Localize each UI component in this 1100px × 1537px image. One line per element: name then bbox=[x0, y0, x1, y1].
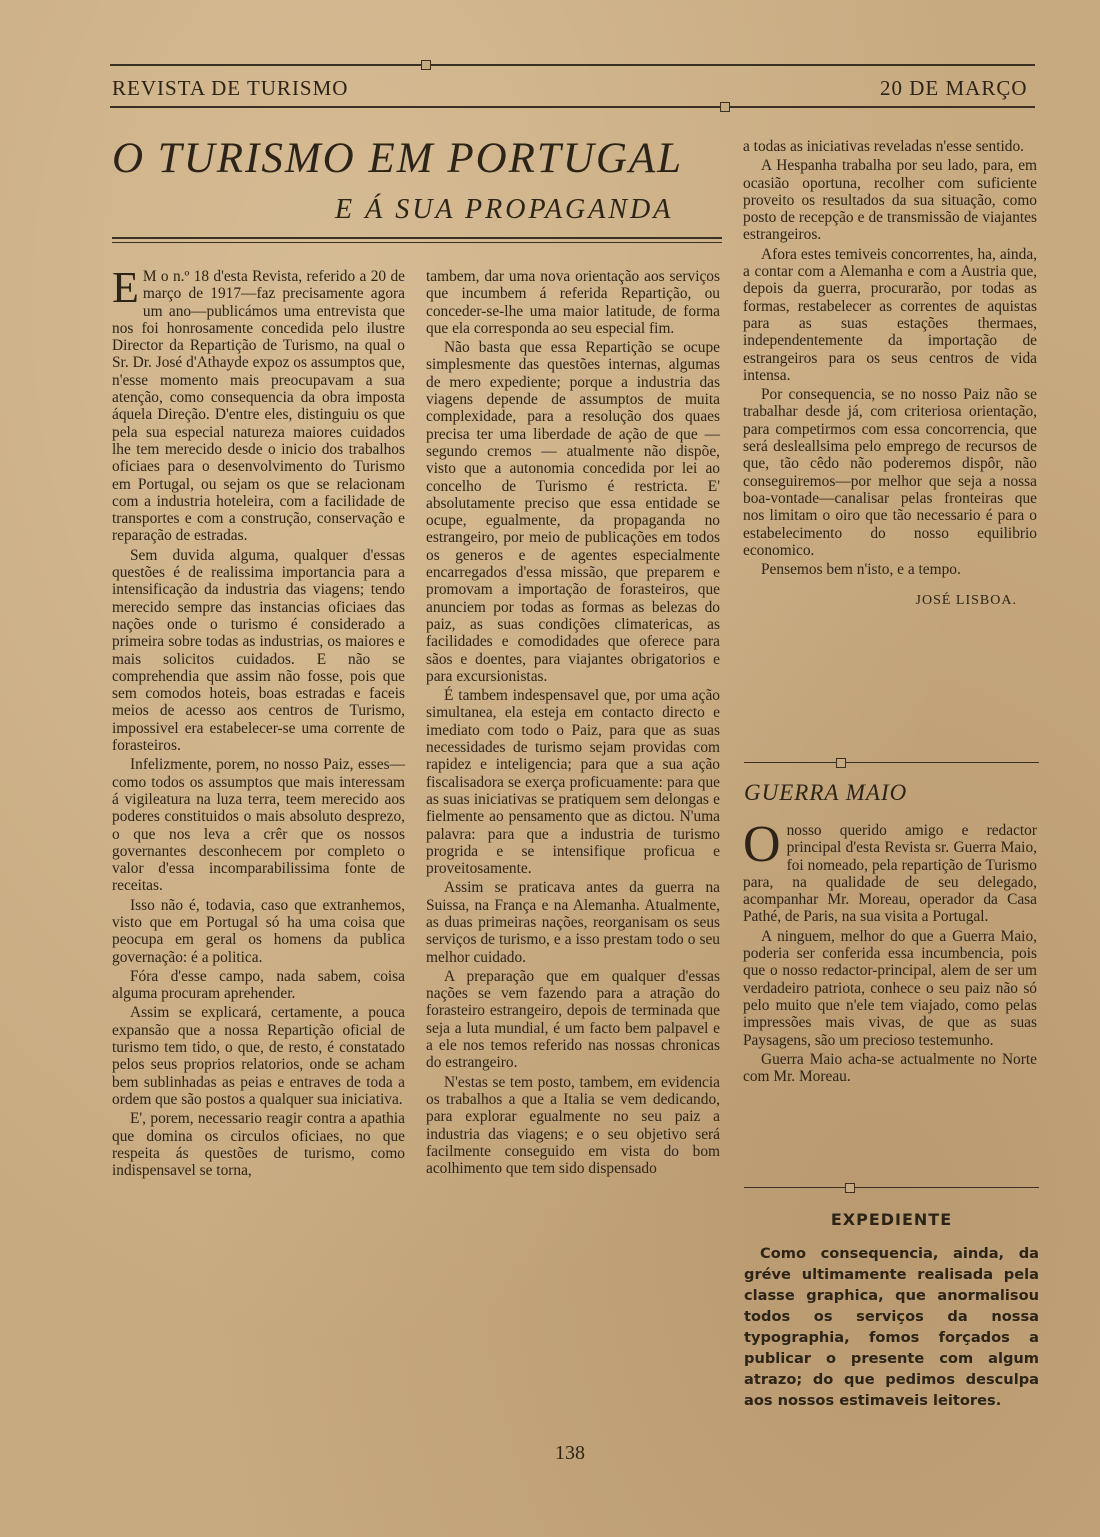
article-paragraph: Pensemos bem n'isto, e a tempo. bbox=[761, 561, 961, 579]
guerra-paragraph-1: Onosso querido amigo e redactor principal d'esta Revista sr. Guerra Maio, foi nomeado, pela repartição de Turismo para, na qualidade de seu delegado, acompanhar Mr. Moreau, operador da Casa Pathé, de Paris, na sua visita a Portugal. bbox=[743, 816, 1037, 926]
section-rule-1 bbox=[744, 762, 1039, 763]
header-magazine-name: REVISTA DE TURISMO bbox=[112, 76, 349, 100]
drop-cap-o: O bbox=[743, 816, 781, 873]
article-paragraph: Isso não é, todavia, caso que extranhemos, visto que em Portugal só ha uma coisa que peocupa em geral os homens da publica governação: é a politica. bbox=[112, 896, 405, 966]
guerra-maio-body bbox=[743, 816, 1037, 1086]
guerra-paragraph: Guerra Maio acha-se actualmente no Norte com Mr. Moreau. bbox=[743, 1050, 1037, 1086]
article-signature: JOSÉ LISBOA. bbox=[915, 593, 1017, 609]
article-paragraph: Assim se praticava antes da guerra na Suissa, na França e na Alemanha. Atualmente, as duas primeiras nações, reorganisam os seus serviços de turismo, e a isso prestam todo o seu melhor cuidado. bbox=[426, 879, 720, 966]
drop-cap: E bbox=[112, 263, 139, 312]
header-ornament-square bbox=[421, 60, 431, 70]
title-rule bbox=[112, 237, 722, 239]
title-rule-thin bbox=[112, 242, 722, 243]
article-paragraph: A preparação que em qualquer d'essas nações se vem fazendo para a atração do forasteiro estrangeiro, depois de terminada que seja a luta mundial, é um facto bem palpavel e a ele nos temos referido nas nossas chronicas do estrangeiro. bbox=[426, 967, 720, 1072]
article-paragraph-1: E M o n.º 18 d'esta Revista, referido a 20 de março de 1917—faz precisamente agora um ano—publicámos uma entrevista que nos foi honrosamente concedida pelo ilustre Director da Repartição de Turismo, na qual o Sr. Dr. José d'Athayde expoz os assumptos que, n'esse momento mais preocupavam a sua atenção, como consequencia da obra imposta áquela Direção. D'entre eles, distinguiu os que pela sua especial natureza maiores cuidados lhe tem merecido desde o inicio dos trabalhos oficiaes para o desenvolvimento do Turismo em Portugal, ou sejam os que se relacionam com a industria hoteleira, com a facilidade de transportes e com a construção, conservação e reparação de estradas. bbox=[112, 263, 405, 545]
article-paragraph: N'estas se tem posto, tambem, em evidencia os trabalhos a que a Italia se vem dedicando, para explorar egualmente no seu paiz a industria das viagens; e o seu objetivo será facilmente conseguido em vista do bom acolhimento que tem sido dispensado bbox=[426, 1073, 720, 1178]
section-ornament-square-2 bbox=[845, 1183, 855, 1193]
article-paragraph: Afora estes temiveis concorrentes, ha, ainda, a contar com a Alemanha e com a Austria que, depois da guerra, procurarão, por todas as formas, restabelecer as correntes de aquistas para as suas estações thermaes, independentemente da importação de estrangeiros para os seus centros de vida intensa. bbox=[743, 245, 1037, 384]
header-ornament-square-2 bbox=[720, 102, 730, 112]
header-rule-top bbox=[110, 64, 1035, 66]
article-title: O TURISMO EM PORTUGAL bbox=[112, 135, 684, 182]
section-ornament-square bbox=[836, 758, 846, 768]
expediente-body: Como consequencia, ainda, da gréve ultimamente realisada pela classe graphica, que anormalisou todos os serviços da nossa typographia, fomos forçados a publicar o presente com algum atrazo; do que pedimos desculpa aos nossos estimaveis leitores. bbox=[744, 1245, 1039, 1409]
article-paragraph: A Hespanha trabalha por seu lado, para, em ocasião oportuna, recolher com suficiente proveito os resultados da sua situação, como posto de recepção e de transmissão de viajantes estrangeiros. bbox=[743, 157, 1037, 244]
guerra-maio-title: GUERRA MAIO bbox=[744, 780, 908, 805]
article-paragraph: Sem duvida alguma, qualquer d'essas questões é de realissima importancia para a intensificação da industria das viagens; tendo merecido sempre das instancias oficiaes das nações onde o turismo é considerado a primeira sobre todas as industrias, os maiores e mais solicitos cuidados. E não se comprehendia que assim não fosse, pois que sem comodos hoteis, boas estradas e faceis meios de acesso aos centros de Turismo, impossivel era estabelecer-se uma corrente de forasteiros. bbox=[112, 546, 405, 755]
article-column-3 bbox=[743, 138, 1037, 610]
article-paragraph: Fóra d'esse campo, nada sabem, coisa alguma procuram aprehender. bbox=[112, 967, 405, 1003]
article-paragraph: Não basta que essa Repartição se ocupe simplesmente das questões internas, algumas de mero expediente; porque a industria das viagens depende de assumptos de muita complexidade, para a resolução dos quaes precisa ter uma liberdade de ação de que — segundo cremos — atualmente não dispõe, visto que a autonomia concedida por lei ao concelho de Turismo é restricta. E' absolutamente preciso que essa entidade se ocupe, egualmente, da propaganda no estrangeiro, por meio de publicações em todos os generos e de agentes especialmente encarregados d'essa missão, que preparem e promovam a importação de forasteiros, que anunciem por todas as formas as belezas do paiz, as suas condições climatericas, as facilidades e comodidades que oferece para sãos e doentes, para viajantes obrigatorios e para excursionistas. bbox=[426, 339, 720, 685]
article-paragraph: Por consequencia, se no nosso Paiz não se trabalhar desde já, com criteriosa orientação, para competirmos com essa concorrencia, que será desleallsima pelo emprego de recursos de que, tão cêdo não poderemos dispôr, não conseguiremos—por melhor que seja a nossa boa-vontade—canalisar pelas fronteiras que nos limitam o oiro que tão necessario é para o estabelecimento do nosso equilibrio economico. bbox=[743, 386, 1037, 559]
article-paragraph: É tambem indespensavel que, por uma ação simultanea, ela esteja em contacto directo e imediato com todo o Paiz, para que as suas necessidades de turismo sejam providas com rapidez e inteligencia; para que a sua ação fiscalisadora se exerça proficuamente: para que as suas iniciativas se pratiquem sem delongas e fielmente ao pensamento que as dictou. N'uma palavra: para que a industria de turismo progrida e se intensifique proficua e proveitosamente. bbox=[426, 687, 720, 878]
article-paragraph: Infelizmente, porem, no nosso Paiz, esses—como todos os assumptos que mais interessam á vigileatura na luza terra, teem merecido aos poderes constituidos o mais absoluto desprezo, o que nos leva a crêr que os nossos governantes desconhecem por completo o valor d'essa incomparabilissima fonte de receitas. bbox=[112, 756, 405, 895]
article-column-2 bbox=[426, 268, 720, 1177]
expediente-title: EXPEDIENTE bbox=[830, 1210, 953, 1229]
page-number: 138 bbox=[555, 1442, 585, 1464]
article-paragraph: Assim se explicará, certamente, a pouca expansão que a nossa Repartição oficial de turismo tem tido, o que, de resto, é constatado pelos seus proprios relatorios, onde se acham bem sublinhadas as peias e entraves de toda a ordem que são postos a qualquer sua iniciativa. bbox=[112, 1004, 405, 1108]
header-date: 20 DE MARÇO bbox=[880, 76, 1028, 100]
article-paragraph: tambem, dar uma nova orientação aos serviços que incumbem á referida Repartição, ou conceder-se-lhe uma maior latitude, de forma que ela corresponda ao seu especial fim. bbox=[426, 268, 720, 337]
article-paragraph: E', porem, necessario reagir contra a apathia que domina os circulos oficiaes, no que respeita ás questões de turismo, como indispensavel se torna, bbox=[112, 1110, 405, 1180]
guerra-paragraph: A ninguem, melhor do que a Guerra Maio, poderia ser conferida essa incumbencia, pois que o nosso redactor-principal, alem de ser um verdadeiro patriota, conhece o seu paiz não só pelo muito que n'ele tem viajado, como pelas impressões mais vivas, de que as suas Paysagens, são um precioso testemunho. bbox=[743, 927, 1037, 1049]
header-rule-bottom bbox=[110, 106, 1035, 108]
article-paragraph: a todas as iniciativas reveladas n'esse sentido. bbox=[743, 138, 1024, 155]
section-rule-2 bbox=[744, 1187, 1039, 1188]
article-column-1 bbox=[112, 263, 405, 1180]
article-subtitle: E Á SUA PROPAGANDA bbox=[335, 194, 674, 225]
